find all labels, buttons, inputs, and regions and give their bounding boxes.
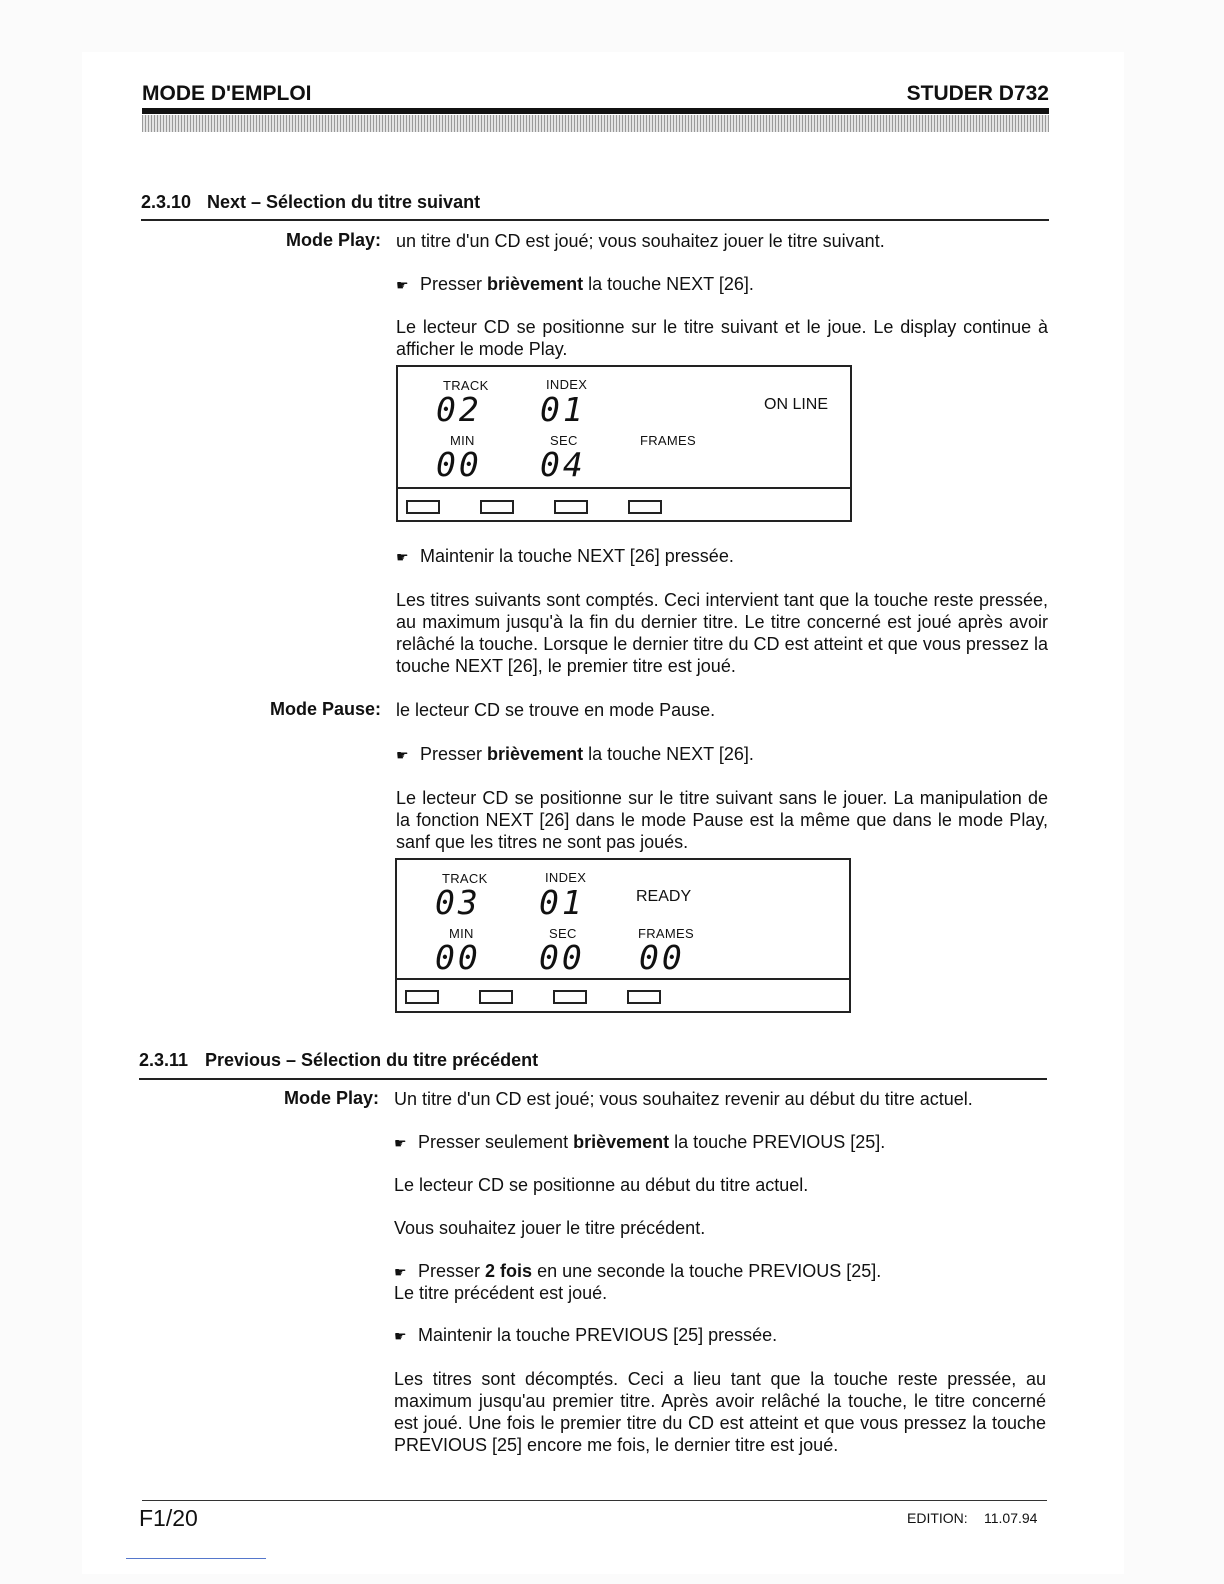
sec-label: SEC bbox=[549, 926, 577, 941]
display-key bbox=[406, 500, 440, 514]
section-rule bbox=[139, 1078, 1047, 1080]
paragraph: Le titre précédent est joué. bbox=[394, 1283, 608, 1303]
track-label: TRACK bbox=[443, 378, 489, 393]
min-digits: 00 bbox=[435, 938, 481, 977]
lcd-display-play bbox=[396, 365, 852, 522]
index-label: INDEX bbox=[546, 377, 588, 392]
header-rule bbox=[142, 108, 1049, 114]
mode-pause-text: le lecteur CD se trouve en mode Pause. bbox=[396, 700, 716, 720]
section-number: 2.3.10 bbox=[141, 192, 192, 212]
mode-play-text: Un titre d'un CD est joué; vous souhaitez revenir au début du titre actuel. bbox=[394, 1089, 973, 1109]
paragraph: Le lecteur CD se positionne sur le titre suivant sans le jouer. La manipulation de la fonction NEXT [26] dans le mode Pause est la même que dans le mode Play, sanf que les titres ne sont pas joués. bbox=[396, 788, 1048, 852]
header-shade-band bbox=[142, 115, 1049, 132]
frames-label: FRAMES bbox=[640, 433, 696, 448]
status-text: READY bbox=[636, 888, 692, 905]
display-key bbox=[554, 500, 588, 514]
instruction-step: ☛ Presser brièvement la touche NEXT [26]. bbox=[396, 744, 754, 764]
section-rule bbox=[141, 219, 1049, 221]
lcd-display-pause bbox=[395, 858, 851, 1013]
display-key bbox=[479, 990, 513, 1004]
paragraph: Les titres suivants sont comptés. Ceci intervient tant que la touche reste pressée, au maximum jusqu'à la fin du dernier titre. Le titre concerné est joué après avoir relâché la touche. Lorsque le dernier titre du CD est atteint et que vous pressez la touche NEXT [26], le premier titre est joué. bbox=[396, 590, 1048, 676]
instruction-step: ☛ Presser brièvement la touche NEXT [26]. bbox=[396, 274, 754, 294]
paragraph: Vous souhaitez jouer le titre précédent. bbox=[394, 1218, 706, 1238]
min-label: MIN bbox=[450, 433, 475, 448]
section-title: Next – Sélection du titre suivant bbox=[207, 192, 481, 212]
page-number: F1/20 bbox=[139, 1505, 198, 1531]
header-title: MODE D'EMPLOI bbox=[142, 82, 312, 105]
frames-digits: 00 bbox=[639, 938, 685, 977]
pointing-hand-icon: ☛ bbox=[396, 747, 409, 763]
track-digits: 03 bbox=[435, 883, 481, 922]
footer-rule bbox=[142, 1500, 1047, 1501]
track-digits: 02 bbox=[436, 390, 482, 429]
scan-artifact-line bbox=[126, 1558, 266, 1559]
pointing-hand-icon: ☛ bbox=[394, 1135, 407, 1151]
display-key bbox=[628, 500, 662, 514]
pointing-hand-icon: ☛ bbox=[394, 1264, 407, 1280]
sec-label: SEC bbox=[550, 433, 578, 448]
status-text: ON LINE bbox=[764, 396, 829, 413]
section-number: 2.3.11 bbox=[139, 1050, 189, 1070]
instruction-step: ☛ Presser seulement brièvement la touche PREVIOUS [25]. bbox=[394, 1132, 886, 1152]
display-divider bbox=[398, 487, 850, 489]
instruction-step: ☛ Presser 2 fois en une seconde la touche PREVIOUS [25]. bbox=[394, 1261, 882, 1281]
pointing-hand-icon: ☛ bbox=[394, 1328, 407, 1344]
display-key bbox=[405, 990, 439, 1004]
mode-pause-label: Mode Pause: bbox=[269, 699, 381, 719]
display-key bbox=[553, 990, 587, 1004]
edition-label: EDITION: bbox=[907, 1510, 968, 1526]
edition-date: 11.07.94 bbox=[984, 1510, 1038, 1526]
index-label: INDEX bbox=[545, 870, 587, 885]
min-label: MIN bbox=[449, 926, 474, 941]
section-title: Previous – Sélection du titre précédent bbox=[205, 1050, 539, 1070]
header-model: STUDER D732 bbox=[906, 82, 1049, 105]
display-key bbox=[627, 990, 661, 1004]
pointing-hand-icon: ☛ bbox=[396, 277, 409, 293]
index-digits: 01 bbox=[539, 883, 585, 922]
sec-digits: 00 bbox=[539, 938, 585, 977]
index-digits: 01 bbox=[540, 390, 586, 429]
paragraph: Les titres sont décomptés. Ceci a lieu tant que la touche reste pressée, au maximum jusqu'au premier titre. Après avoir relâché la touche, le titre concerné est joué. Une fois le premier titre du CD est atteint et que vous pressez la touche PREVIOUS [25] encore me fois, le dernier titre est joué. bbox=[394, 1369, 1046, 1455]
paragraph: Le lecteur CD se positionne sur le titre suivant et le joue. Le display continue à afficher le mode Play. bbox=[396, 317, 1048, 359]
instruction-step: ☛ Maintenir la touche NEXT [26] pressée. bbox=[396, 546, 734, 566]
frames-label: FRAMES bbox=[638, 926, 694, 941]
mode-play-text: un titre d'un CD est joué; vous souhaitez jouer le titre suivant. bbox=[396, 231, 885, 251]
instruction-step: ☛ Maintenir la touche PREVIOUS [25] pressée. bbox=[394, 1325, 778, 1345]
mode-play-label: Mode Play: bbox=[285, 230, 381, 250]
display-key bbox=[480, 500, 514, 514]
track-label: TRACK bbox=[442, 871, 488, 886]
sec-digits: 04 bbox=[540, 445, 586, 484]
pointing-hand-icon: ☛ bbox=[396, 549, 409, 565]
display-divider bbox=[397, 978, 849, 980]
min-digits: 00 bbox=[436, 445, 482, 484]
mode-play-label: Mode Play: bbox=[283, 1088, 379, 1108]
paragraph: Le lecteur CD se positionne au début du titre actuel. bbox=[394, 1175, 809, 1195]
